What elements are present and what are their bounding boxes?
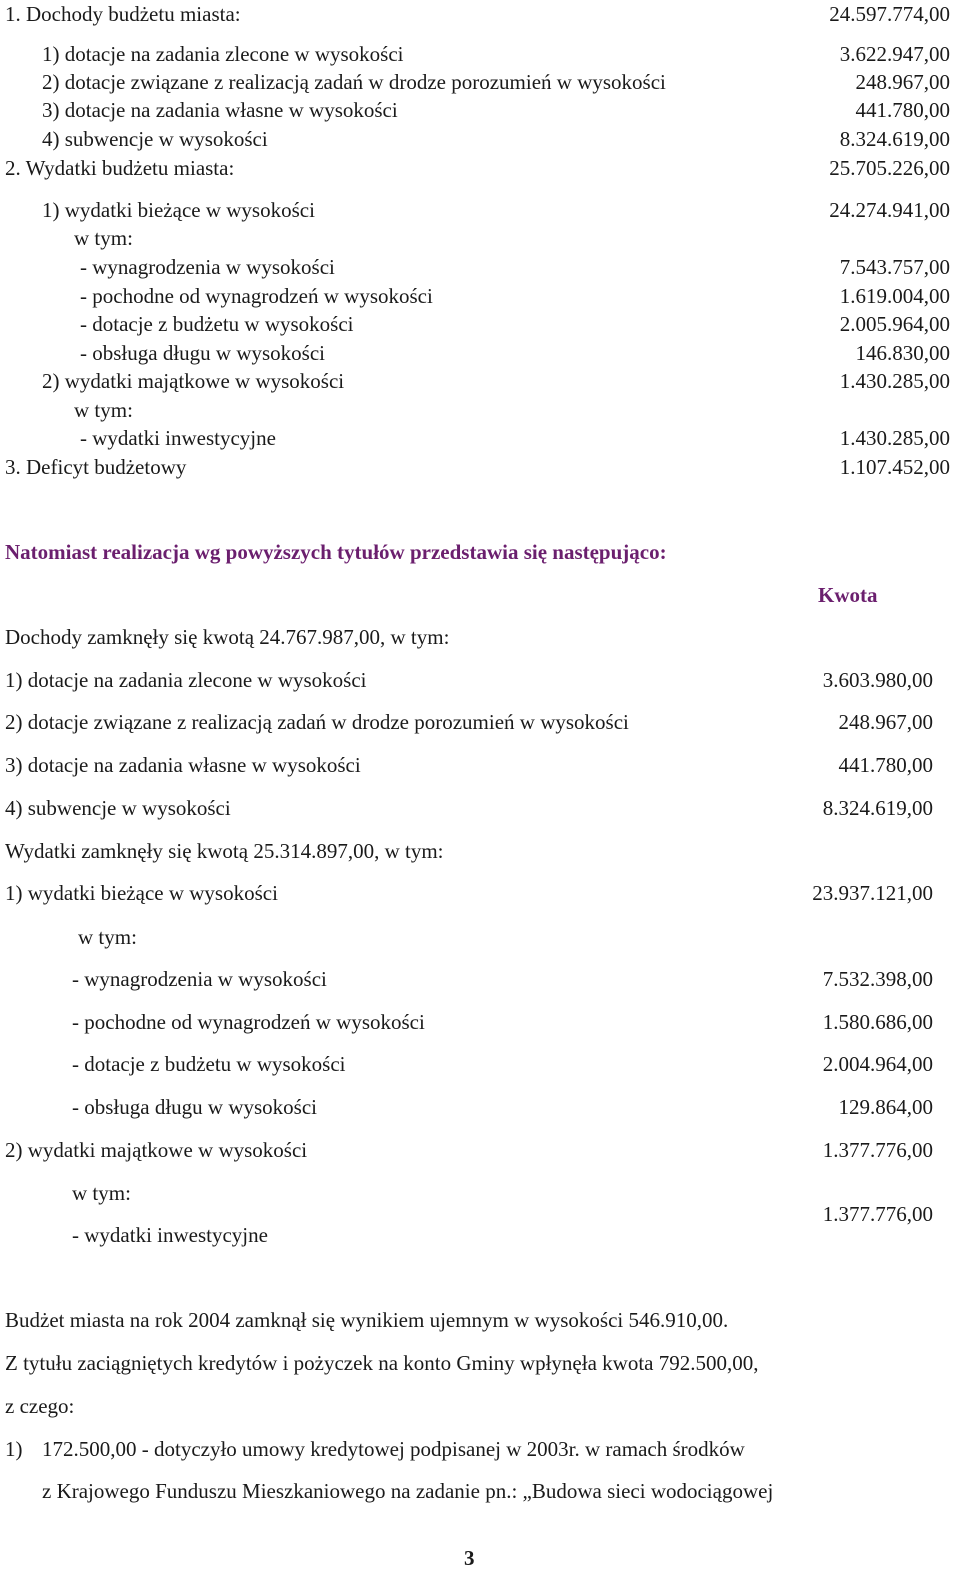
current-realized-item-2-value: 1.580.686,00: [822, 1010, 933, 1034]
income-realized-line: Dochody zamknęły się kwotą 24.767.987,00, w tym:: [5, 625, 450, 649]
current-expense-plan-in-which: w tym:: [74, 226, 133, 250]
current-realized-item-2-label: - pochodne od wynagrodzeń w wysokości: [72, 1010, 425, 1034]
page-number: 3: [464, 1546, 475, 1570]
investment-realized-label: - wydatki inwestycyjne: [72, 1223, 268, 1247]
summary-item-1-line-1: 172.500,00 - dotyczyło umowy kredytowej podpisanej w 2003r. w ramach środków: [42, 1437, 745, 1461]
summary-loans-line: Z tytułu zaciągniętych kredytów i pożyczek na konto Gminy wpłynęła kwota 792.500,00,: [5, 1351, 759, 1375]
current-plan-item-4-label: - obsługa długu w wysokości: [80, 341, 325, 365]
current-realized-item-1-label: - wynagrodzenia w wysokości: [72, 967, 327, 991]
income-realized-item-2-value: 248.967,00: [838, 710, 933, 734]
income-plan-item-1-value: 3.622.947,00: [839, 42, 950, 66]
property-expense-plan-value: 1.430.285,00: [839, 369, 950, 393]
current-realized-item-3-value: 2.004.964,00: [822, 1052, 933, 1076]
investment-realized-value: 1.377.776,00: [822, 1202, 933, 1226]
deficit-label: 3. Deficyt budżetowy: [5, 455, 187, 479]
amount-column-header: Kwota: [818, 583, 878, 607]
income-realized-item-1-label: 1) dotacje na zadania zlecone w wysokości: [5, 668, 367, 692]
property-expense-plan-label: 2) wydatki majątkowe w wysokości: [42, 369, 345, 393]
current-realized-item-4-label: - obsługa długu w wysokości: [72, 1095, 317, 1119]
investment-plan-label: - wydatki inwestycyjne: [80, 426, 276, 450]
current-expense-realized-label: 1) wydatki bieżące w wysokości: [5, 881, 278, 905]
income-plan-item-2-label: 2) dotacje związane z realizacją zadań w drodze porozumień w wysokości: [42, 70, 666, 94]
expense-plan-title: 2. Wydatki budżetu miasta:: [5, 156, 235, 180]
income-plan-item-4-label: 4) subwencje w wysokości: [42, 127, 268, 151]
current-plan-item-4-value: 146.830,00: [855, 341, 950, 365]
summary-item-1-number: 1): [5, 1437, 23, 1461]
income-realized-item-3-value: 441.780,00: [838, 753, 933, 777]
income-realized-item-4-value: 8.324.619,00: [822, 796, 933, 820]
current-realized-item-1-value: 7.532.398,00: [822, 967, 933, 991]
income-realized-item-1-value: 3.603.980,00: [822, 668, 933, 692]
income-realized-item-3-label: 3) dotacje na zadania własne w wysokości: [5, 753, 361, 777]
current-realized-item-4-value: 129.864,00: [838, 1095, 933, 1119]
current-expense-realized-in-which: w tym:: [78, 925, 137, 949]
summary-result-line: Budżet miasta na rok 2004 zamknął się wynikiem ujemnym w wysokości 546.910,00.: [5, 1308, 729, 1332]
current-expense-plan-value: 24.274.941,00: [829, 198, 950, 222]
summary-item-1-line-2: z Krajowego Funduszu Mieszkaniowego na zadanie pn.: „Budowa sieci wodociągowej: [42, 1479, 774, 1503]
property-expense-realized-value: 1.377.776,00: [822, 1138, 933, 1162]
current-plan-item-1-label: - wynagrodzenia w wysokości: [80, 255, 335, 279]
income-plan-item-3-label: 3) dotacje na zadania własne w wysokości: [42, 98, 398, 122]
income-plan-total: 24.597.774,00: [829, 2, 950, 26]
realization-heading: Natomiast realizacja wg powyższych tytułów przedstawia się następująco:: [5, 540, 667, 564]
income-plan-item-2-value: 248.967,00: [855, 70, 950, 94]
current-plan-item-3-label: - dotacje z budżetu w wysokości: [80, 312, 354, 336]
current-expense-realized-value: 23.937.121,00: [812, 881, 933, 905]
summary-of-which: z czego:: [5, 1394, 75, 1418]
income-realized-item-2-label: 2) dotacje związane z realizacją zadań w drodze porozumień w wysokości: [5, 710, 629, 734]
income-plan-item-4-value: 8.324.619,00: [839, 127, 950, 151]
current-plan-item-3-value: 2.005.964,00: [839, 312, 950, 336]
current-plan-item-1-value: 7.543.757,00: [839, 255, 950, 279]
property-expense-realized-in-which: w tym:: [72, 1181, 131, 1205]
property-expense-plan-in-which: w tym:: [74, 398, 133, 422]
investment-plan-value: 1.430.285,00: [839, 426, 950, 450]
income-plan-title: 1. Dochody budżetu miasta:: [5, 2, 241, 26]
property-expense-realized-label: 2) wydatki majątkowe w wysokości: [5, 1138, 308, 1162]
income-plan-item-3-value: 441.780,00: [855, 98, 950, 122]
expense-plan-total: 25.705.226,00: [829, 156, 950, 180]
income-realized-item-4-label: 4) subwencje w wysokości: [5, 796, 231, 820]
current-realized-item-3-label: - dotacje z budżetu w wysokości: [72, 1052, 346, 1076]
income-plan-item-1-label: 1) dotacje na zadania zlecone w wysokości: [42, 42, 404, 66]
current-expense-plan-label: 1) wydatki bieżące w wysokości: [42, 198, 315, 222]
expense-realized-line: Wydatki zamknęły się kwotą 25.314.897,00, w tym:: [5, 839, 444, 863]
current-plan-item-2-label: - pochodne od wynagrodzeń w wysokości: [80, 284, 433, 308]
current-plan-item-2-value: 1.619.004,00: [839, 284, 950, 308]
deficit-value: 1.107.452,00: [839, 455, 950, 479]
